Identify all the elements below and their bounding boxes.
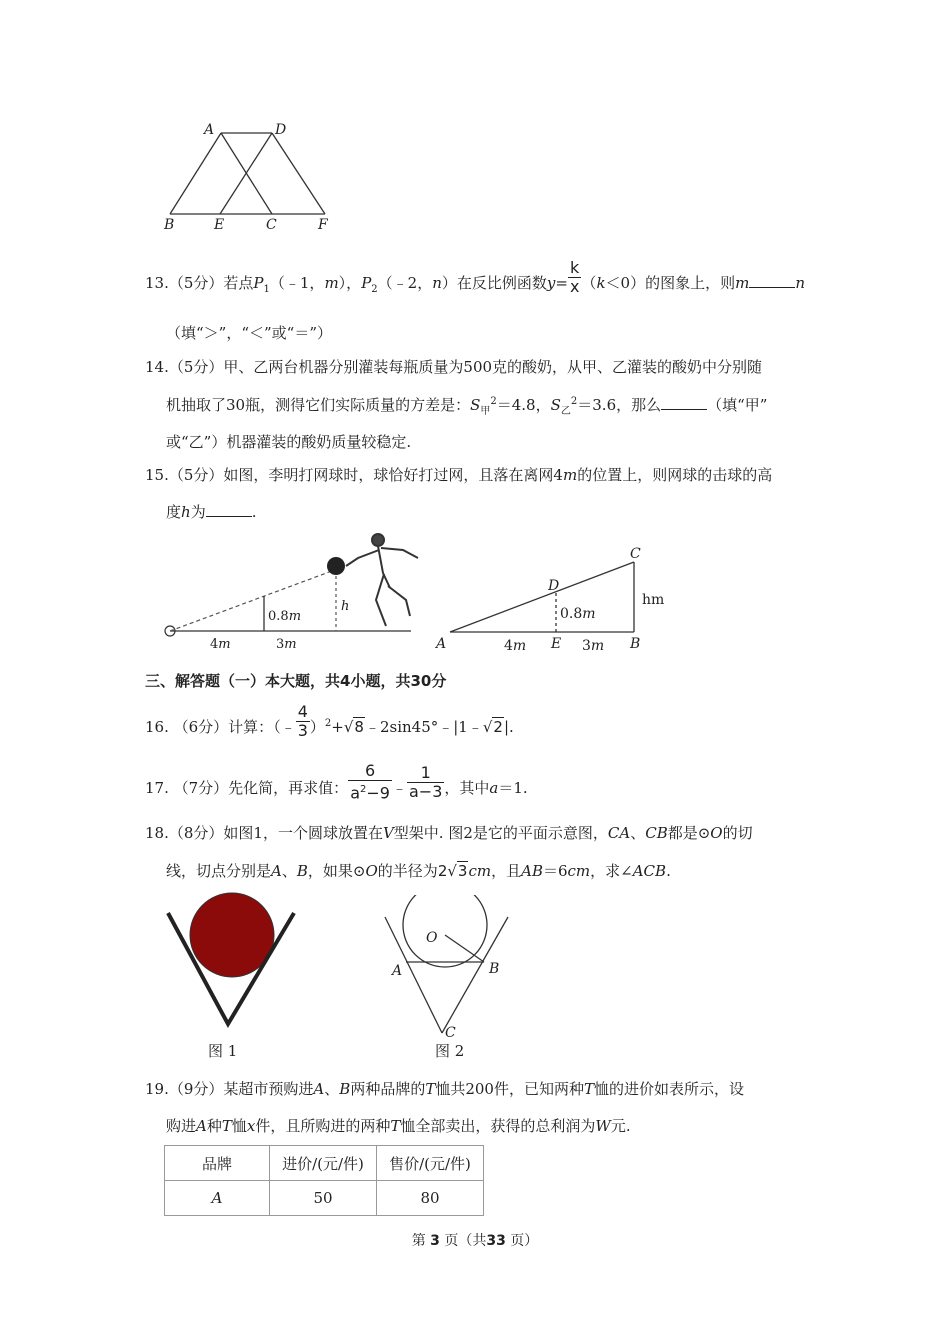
svg-text:图 1: 图 1: [208, 1042, 238, 1060]
figure-triangle-abc: [430, 540, 680, 655]
label-b: B: [164, 217, 175, 233]
racket-icon: [327, 557, 345, 575]
svg-text:E: E: [551, 636, 562, 652]
label-a: A: [204, 122, 215, 138]
q14-line2: 机抽取了30瓶，测得它们实际质量的方差是：$S_甲^2=4.8$，$S_乙^2=3.6$，那么 （填“甲”: [166, 396, 768, 417]
table-cell: 50: [270, 1181, 377, 1216]
segment-ab: [170, 133, 221, 214]
fraction-4-over-3: $\frac{4}{3}$: [297, 701, 308, 740]
player-icon: [346, 534, 418, 626]
table-cell: 80: [377, 1181, 484, 1216]
answer-blank-14[interactable]: [661, 395, 707, 410]
label-d: D: [275, 122, 287, 138]
label-f: F: [318, 217, 328, 233]
figure-1-ball-in-v: [160, 888, 310, 1063]
svg-text:4m: 4m: [210, 637, 231, 652]
svg-text:B: B: [489, 961, 500, 977]
svg-text:D: D: [548, 578, 560, 594]
answer-blank-15[interactable]: [206, 502, 252, 517]
q14-line3: 或“乙”）机器灌装的酸奶质量较稳定.: [166, 433, 412, 451]
q17-line: 17. （7分）先化简，再求值： $\frac{6}{a^2-9}$ ﹣ $\frac{1}{a-3}$ ，其中a＝1.: [145, 761, 528, 803]
figure-tennis-player: [158, 528, 443, 656]
table-header: 售价/(元/件): [377, 1146, 484, 1181]
price-table: [164, 1145, 484, 1216]
svg-text:0.8m: 0.8m: [268, 609, 302, 624]
svg-text:hm: hm: [642, 592, 665, 608]
fraction-k-over-x: $\frac{k}{x}$: [569, 257, 580, 296]
svg-text:A: A: [392, 963, 403, 979]
q18-line2: 线，切点分别是A、B，如果⊙O的半径为2√3cm，且AB＝6cm，求∠ACB.: [166, 862, 671, 880]
svg-text:3m: 3m: [276, 637, 297, 652]
svg-text:C: C: [445, 1025, 456, 1041]
svg-text:O: O: [426, 930, 438, 946]
table-header: 品牌: [165, 1146, 270, 1181]
page-total: 33: [486, 1233, 506, 1249]
q15-line1: 15.（5分）如图，李明打网球时，球恰好打过网，且落在离网4m的位置上，则网球的击球的高: [145, 466, 773, 484]
svg-text:3m: 3m: [582, 638, 605, 654]
section-3-heading: 三、解答题（一）本大题，共4小题，共30分: [145, 672, 447, 690]
page-number: 3: [430, 1233, 440, 1249]
svg-text:A: A: [436, 636, 447, 652]
svg-text:图 2: 图 2: [435, 1042, 465, 1060]
figure-2-tangent-diagram: [380, 895, 530, 1065]
q19-line2: 购进A种T恤x件，且所购进的两种T恤全部卖出，获得的总利润为W元.: [166, 1117, 631, 1135]
q14-line1: 14.（5分）甲、乙两台机器分别灌装每瓶质量为500克的酸奶，从甲、乙灌装的酸奶中分别随: [145, 358, 763, 376]
svg-text:C: C: [630, 546, 641, 562]
figure-trapezoid: [160, 118, 340, 238]
table-row: [165, 1181, 484, 1216]
answer-blank-13[interactable]: [749, 273, 795, 288]
q13-line2: （填“＞”，“＜”或“＝”）: [166, 324, 333, 342]
label-c: C: [266, 217, 277, 233]
table-header: 进价/(元/件): [270, 1146, 377, 1181]
q15-line2: 度h为 .: [166, 503, 257, 521]
q16-line: 16. （6分）计算：（﹣ $\frac{4}{3}$ ）$^2$+√8﹣2sin45°﹣|1﹣√2|.: [145, 701, 514, 740]
table-header-row: [165, 1146, 484, 1181]
q13-line1: 13.（5分）若点$P_1(﹣1$，m），$P_2(﹣2$，n）在反比例函数y= $\frac{k}{x}$ （k＜0）的图象上，则m n: [145, 257, 805, 296]
label-e: E: [214, 217, 225, 233]
q19-line1: 19.（9分）某超市预购进A、B两种品牌的T恤共200件，已知两种T恤的进价如表所示，设: [145, 1080, 745, 1098]
page-footer: 第 3 页（共33 页）: [411, 1233, 539, 1249]
svg-text:0.8m: 0.8m: [560, 606, 596, 622]
svg-text:h: h: [341, 599, 350, 614]
table-cell: A: [165, 1181, 270, 1216]
segment-df: [272, 133, 325, 214]
svg-text:4m: 4m: [504, 638, 527, 654]
fraction-6-over-a2-9: $\frac{6}{a^2-9}$: [350, 761, 390, 803]
q18-line1: 18.（8分）如图1，一个圆球放置在V型架中. 图2是它的平面示意图，CA、CB都是⊙O的切: [145, 824, 753, 842]
svg-text:B: B: [630, 636, 641, 652]
fraction-1-over-a-3: $\frac{1}{a-3}$: [408, 762, 443, 801]
